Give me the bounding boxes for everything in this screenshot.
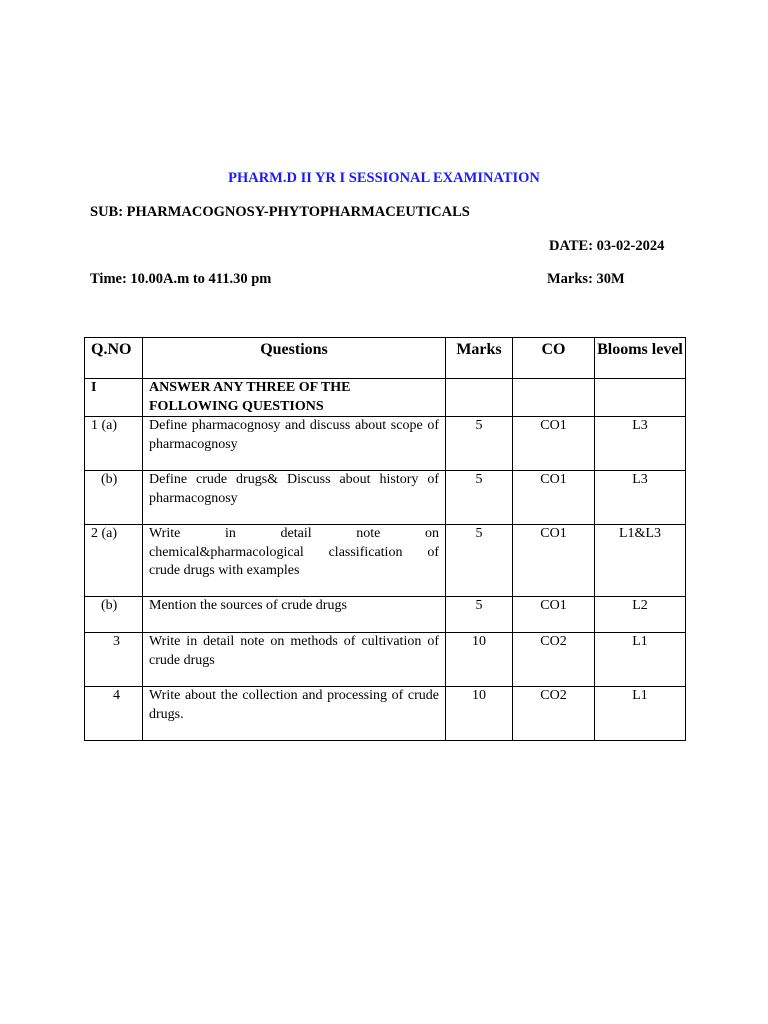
question-number: 1 (a) [85,417,143,471]
question-blooms: L1 [595,687,686,741]
table-cell-empty [513,379,595,417]
question-text: Define crude drugs& Discuss about history of pharmacognosy [143,471,446,525]
section-instruction-line: ANSWER ANY THREE OF THE [149,380,351,395]
question-number: 2 (a) [85,525,143,597]
question-number: 4 [85,687,143,741]
table-header-row [85,338,686,379]
header-blooms-level: Blooms level [595,338,686,379]
question-text-line: Write in detail note on [149,526,439,541]
question-blooms: L2 [595,597,686,633]
header-co: CO [513,338,595,379]
question-number: (b) [85,471,143,525]
question-text: Write about the collection and processing of crude drugs. [143,687,446,741]
question-text: Define pharmacognosy and discuss about scope of pharmacognosy [143,417,446,471]
section-instruction-line: FOLLOWING QUESTIONS [149,398,324,414]
question-co: CO2 [513,633,595,687]
exam-date: DATE: 03-02-2024 [549,238,665,254]
questions-table [84,337,686,741]
exam-title: PHARM.D II YR I SESSIONAL EXAMINATION [228,170,540,186]
question-text-line: chemical&pharmacological classification of [149,544,439,560]
table-row [85,471,686,525]
question-co: CO1 [513,525,595,597]
header-questions: Questions [143,338,446,379]
question-marks: 10 [446,633,513,687]
question-marks: 5 [446,597,513,633]
question-marks: 5 [446,471,513,525]
question-blooms: L3 [595,417,686,471]
question-co: CO1 [513,417,595,471]
table-row [85,417,686,471]
question-number: (b) [85,597,143,633]
question-marks: 10 [446,687,513,741]
header-qno: Q.NO [85,338,143,379]
question-text: Write in detail note on methods of cultivation of crude drugs [143,633,446,687]
section-number: I [85,379,143,417]
question-co: CO1 [513,597,595,633]
question-co: CO2 [513,687,595,741]
question-blooms: L1&L3 [595,525,686,597]
question-number: 3 [85,633,143,687]
question-co: CO1 [513,471,595,525]
question-marks: 5 [446,417,513,471]
question-blooms: L1 [595,633,686,687]
question-text [143,525,446,597]
table-row [85,525,686,597]
question-marks: 5 [446,525,513,597]
table-row [85,597,686,633]
question-text-line: crude drugs with examples [149,563,300,578]
exam-time: Time: 10.00A.m to 411.30 pm [90,271,272,287]
question-text: Mention the sources of crude drugs [143,597,446,633]
section-instruction [143,379,446,417]
total-marks: Marks: 30M [547,271,625,287]
question-blooms: L3 [595,471,686,525]
subject-line: SUB: PHARMACOGNOSY-PHYTOPHARMACEUTICALS [90,204,470,220]
section-row [85,379,686,417]
table-cell-empty [595,379,686,417]
table-cell-empty [446,379,513,417]
table-row [85,687,686,741]
table-row [85,633,686,687]
header-marks: Marks [446,338,513,379]
